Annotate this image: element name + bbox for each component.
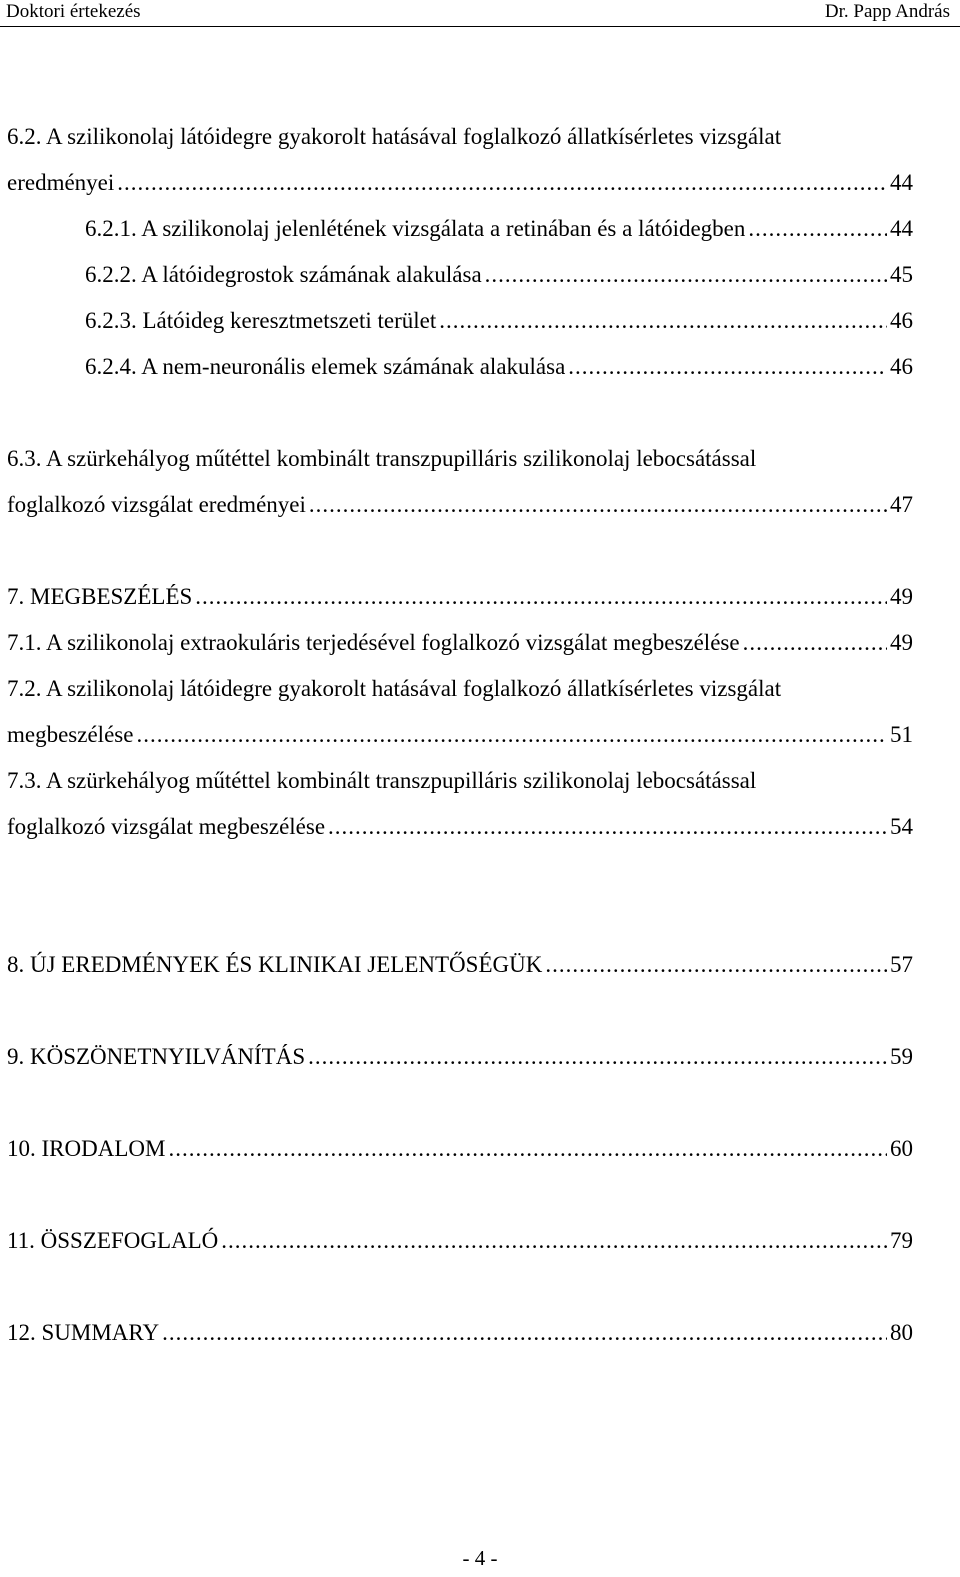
toc-entry[interactable] [7,582,913,612]
toc-entry[interactable] [7,168,913,198]
toc-dot-leader [328,812,887,842]
toc-entry-page: 45 [890,262,913,287]
toc-entry[interactable] [85,352,913,382]
toc-entry-title: 7.3. A szürkehályog műtéttel kombinált transzpupilláris szilikonolaj lebocsátással [7,768,757,793]
toc-entry-title: eredményei [7,170,115,195]
toc-dot-leader [136,720,887,750]
toc-dot-leader [439,306,887,336]
toc-entry-title: 6.2.1. A szilikonolaj jelenlétének vizsgálata a retinában és a látóidegben [85,216,746,241]
toc-entry-page: 44 [890,216,913,241]
toc-entry[interactable] [7,766,913,796]
toc-entry-title: 10. IRODALOM [7,1136,166,1161]
toc-entry[interactable] [7,950,913,980]
toc-dot-leader [162,1318,887,1348]
toc-entry[interactable] [7,122,913,152]
toc-entry-page: 46 [890,354,913,379]
toc-entry-page: 79 [890,1228,913,1253]
toc-entry[interactable] [7,1134,913,1164]
toc-entry-title: 12. SUMMARY [7,1320,160,1345]
toc-entry-page: 47 [890,492,913,517]
toc-entry[interactable] [7,490,913,520]
header-document-type: Doktori értekezés [6,1,141,22]
toc-dot-leader [309,490,887,520]
toc-dot-leader [117,168,887,198]
toc-entry[interactable] [7,812,913,842]
toc-entry-title: 7. MEGBESZÉLÉS [7,584,193,609]
toc-dot-leader [168,1134,887,1164]
toc-entry-title: 7.1. A szilikonolaj extraokuláris terjedésével foglalkozó vizsgálat megbeszélése [7,630,740,655]
toc-entry-page: 51 [890,722,913,747]
page-header [0,0,960,27]
toc-dot-leader [743,628,887,658]
toc-dot-leader [221,1226,887,1256]
toc-entry[interactable] [7,674,913,704]
toc-entry-page: 49 [890,630,913,655]
toc-entry[interactable] [7,1318,913,1348]
toc-entry-page: 57 [890,952,913,977]
toc-entry-title: megbeszélése [7,722,134,747]
toc-entry-title: 9. KÖSZÖNETNYILVÁNÍTÁS [7,1044,306,1069]
toc-entry-title: foglalkozó vizsgálat eredményei [7,492,306,517]
toc-entry-title: 8. ÚJ EREDMÉNYEK ÉS KLINIKAI JELENTŐSÉGÜK [7,952,543,977]
page-footer [0,1545,960,1571]
toc-entry-page: 60 [890,1136,913,1161]
toc-entry-title: 6.3. A szürkehályog műtéttel kombinált transzpupilláris szilikonolaj lebocsátással [7,446,757,471]
toc-dot-leader [308,1042,887,1072]
toc-entry-page: 80 [890,1320,913,1345]
toc-entry[interactable] [7,444,913,474]
page-number: - 4 - [462,1546,498,1570]
toc-entry-page: 46 [890,308,913,333]
toc-dot-leader [195,582,887,612]
toc-entry-page: 44 [890,170,913,195]
toc-dot-leader [485,260,887,290]
toc-entry[interactable] [7,1226,913,1256]
toc-entry[interactable] [85,306,913,336]
toc-dot-leader [748,214,887,244]
toc-dot-leader [545,950,887,980]
toc-entry[interactable] [7,720,913,750]
toc-dot-leader [568,352,887,382]
toc-entry-title: 7.2. A szilikonolaj látóidegre gyakorolt hatásával foglalkozó állatkísérletes vizsgálat [7,676,782,701]
toc-entry[interactable] [85,260,913,290]
toc-entry-page: 49 [890,584,913,609]
toc-entry[interactable] [85,214,913,244]
toc-entry-page: 59 [890,1044,913,1069]
toc-entry-page: 54 [890,814,913,839]
toc-entry[interactable] [7,628,913,658]
toc-entry[interactable] [7,1042,913,1072]
toc-entry-title: 6.2.2. A látóidegrostok számának alakulása [85,262,482,287]
toc-entry-title: 6.2.4. A nem-neuronális elemek számának alakulása [85,354,566,379]
toc-entry-title: 6.2. A szilikonolaj látóidegre gyakorolt hatásával foglalkozó állatkísérletes vizsgálat [7,124,782,149]
header-author: Dr. Papp András [824,1,950,22]
toc-entry-title: 6.2.3. Látóideg keresztmetszeti terület [85,308,437,333]
toc-entry-title: foglalkozó vizsgálat megbeszélése [7,814,326,839]
toc-entry-title: 11. ÖSSZEFOGLALÓ [7,1228,219,1253]
